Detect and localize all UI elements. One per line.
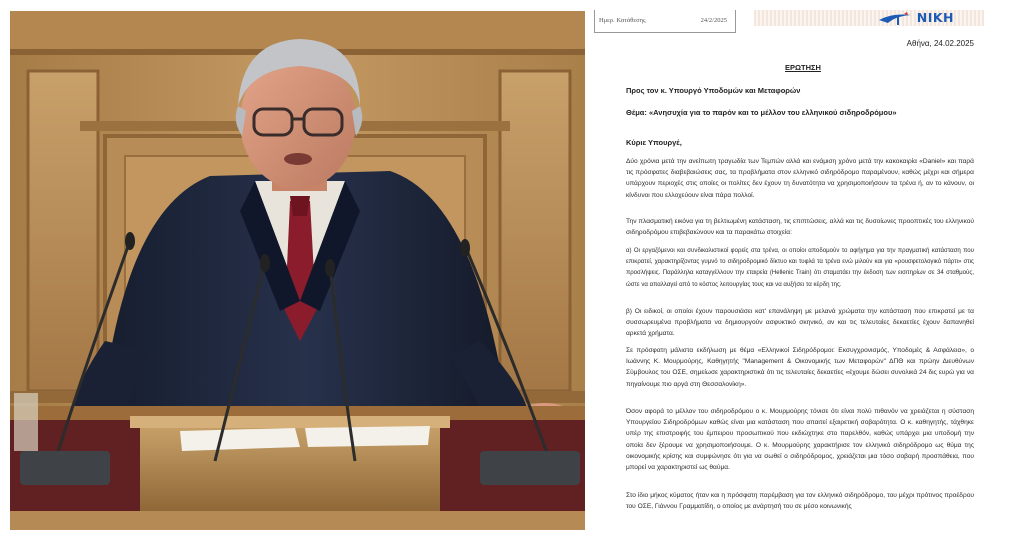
paragraph-7: Στο ίδιο μήκος κύματος ήταν και η πρόσφατη παρέμβαση για τον ελληνικό σιδηρόδρομο, του μέχρι πρότινος προέδρου του ΟΣΕ, Γιάννου Γραμματίδη, ο οποίος με ανάρτησή του σε μέσο κοινωνικής: [626, 492, 974, 511]
stamp-date: 24/2/2025: [700, 17, 727, 24]
filing-stamp: [594, 10, 736, 33]
subject-line: Θέμα: «Ανησυχία για το παρόν και το μέλλον του ελληνικού σιδηροδρόμου»: [626, 108, 897, 117]
paragraph-2: Την πλασματική εικόνα για τη βελτιωμένη κατάσταση, τις επιπτώσεις, αλλά και τις δυσοίωνες προοπτικές του ελληνικού σιδηροδρόμου επιβεβαιώνουν και τα παρακάτω στοιχεία:: [626, 218, 974, 237]
speaker-photo: [10, 11, 585, 530]
paragraph-4: β) Οι ειδικοί, οι οποίοι έχουν παρουσιάσει κατ' επανάληψη με μελανά χρώματα την κατάσταση που επικρατεί με τα συσσωρευμένα προβλήματα να δημιουργούν ασφυκτικό σκηνικό, αν και τις τελευταίες δεκαετίες έχουν δαπανηθεί αρκετά χρήματα.: [626, 308, 974, 338]
document-date: Αθήνα, 24.02.2025: [906, 39, 974, 48]
paragraph-6: Όσον αφορά το μέλλον του σιδηροδρόμου ο κ. Μουρμούρης τόνισε ότι είναι πολύ πιθανόν να χρειάζεται η σύσταση Υπουργείου Σιδηροδρόμων καθώς είναι μια κατάσταση που απαιτεί εξαιρετική σοβαρότητα. Ο κ. καθηγητής, τάχθηκε υπέρ της επιστροφής του έμπειρου προσωπικού που εκδιώχτηκε στο παρελθόν, καθώς υπάρχει μια υποδομή την οποία δεν ξέρουμε να χρησιμοποιήσουμε. Ο κ. Μουρμούρης χαρακτήρισε τον ελληνικό σιδηρόδρομο ως θύμα της οικονομικής κρίσης και συμφώνησε ότι για να σωθεί ο σιδηρόδρομος, χρειάζεται μια τόσο σοβαρή προσπάθεια, που μπορεί να χαρακτηριστεί ως θαύμα.: [626, 408, 974, 472]
question-document: [588, 8, 1018, 531]
salutation: Κύριε Υπουργέ,: [626, 138, 682, 147]
recipient-line: Προς τον κ. Υπουργό Υποδομών και Μεταφορών: [626, 86, 801, 95]
paragraph-1: Δύο χρόνια μετά την ανείπωτη τραγωδία των Τεμπών αλλά και ενάμιση χρόνο μετά την κακοκαιρία «Daniel» και παρά τις πρόσφατες διαβεβαιώσεις σας, τα προβλήματα στον ελληνικό σιδηρόδρομο παραμένουν, καθώς μέχρι και σήμερα υπάρχουν περιοχές στις οποίες οι πολίτες δεν έχουν τη δυνατότητα να χρησιμοποιήσουν τα τρένα ή, αν το κάνουν, οι κίνδυνοι που ελλοχεύουν είναι πάρα πολλοί.: [626, 158, 974, 199]
party-logo: [754, 10, 984, 26]
paragraph-3: α) Οι εργαζόμενοι και συνδικαλιστικοί φορείς στα τρένα, οι οποίοι αποδομούν το αφήγημα για την πραγματική κατάσταση που επικρατεί, χαρακτηρίζοντας γυμνό το σιδηροδρομικό δίκτυο και τυφλά τα τρένα ενώ μιλούν και για «ρουσφετολογικό πάρτι» στις προσλήψεις. Παράλληλα καταγγέλλουν την εταιρεία (Hellenic Train) ότι σταματάει την έκδοση των εισιτηρίων σε 34 σταθμούς, ώστε να απαλλαγεί από το κόστος λειτουργίας τους και να αυξήσει τα κέρδη της.: [626, 247, 974, 288]
stamp-label: Ημερ. Κατάθεσης: [599, 17, 646, 24]
paragraph-5: Σε πρόσφατη μάλιστα εκδήλωση με θέμα «Ελληνικοί Σιδηρόδρομοι: Εκσυγχρονισμός, Υποδομές & Ασφάλεια», ο Ιωάννης Κ. Μουρμούρης, Καθηγητής "Management & Οικονομικής των Μεταφορών" ΔΠΘ και πρώην Διευθύνων Σύμβουλος του ΟΣΕ, σημείωσε χαρακτηριστικά ότι τις τελευταίες δεκαετίες «έχουμε δώσει συνολικά 24 δις ευρώ για να πηγαίνουμε πιο αργά στη Θεσσαλονίκη».: [626, 347, 974, 388]
document-heading: ΕΡΩΤΗΣΗ: [785, 63, 821, 72]
logo-swoosh-icon: [878, 11, 912, 25]
logo-text: ΝΙΚΗ: [916, 10, 954, 25]
